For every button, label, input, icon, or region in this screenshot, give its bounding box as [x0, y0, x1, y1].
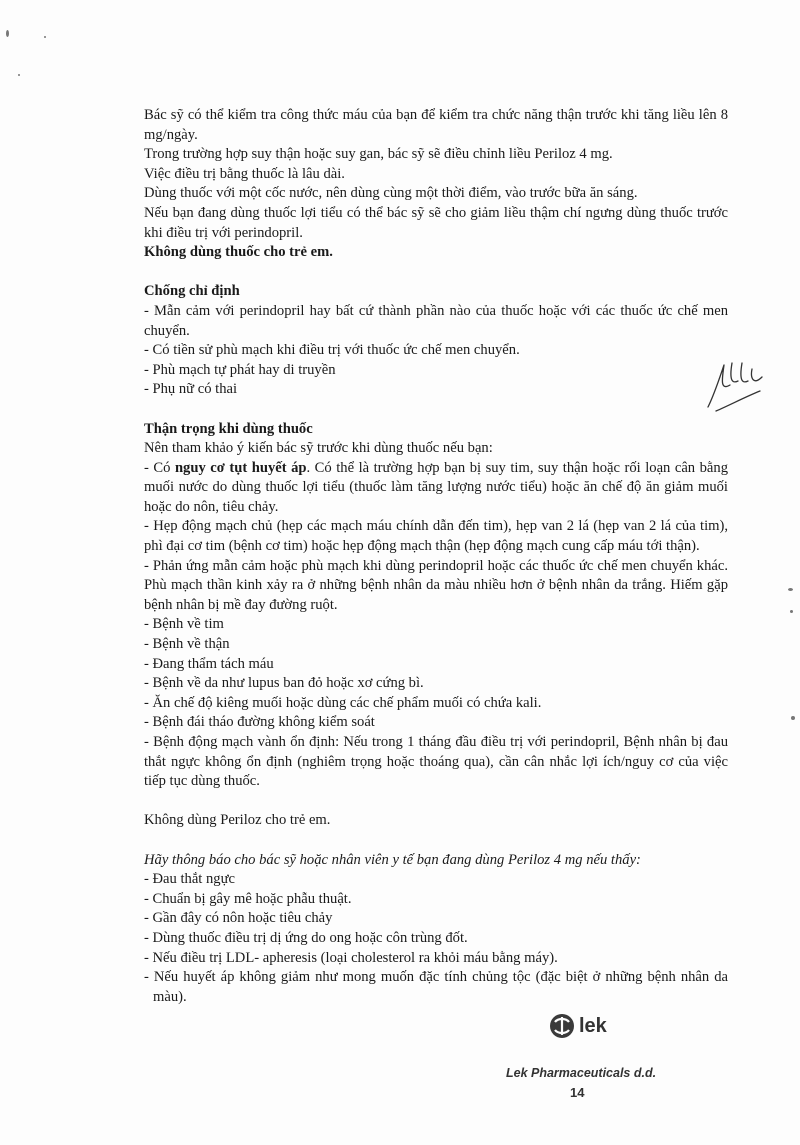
notify-item: - Gần đây có nôn hoặc tiêu chảy — [144, 910, 333, 927]
precautions-intro: Nên tham khảo ý kiến bác sỹ trước khi dùng thuốc nếu bạn: — [144, 440, 493, 457]
scan-speck — [791, 716, 795, 720]
precaution-item: - Phản ứng mẫn cảm hoặc phù mạch khi dùng perindopril hoặc các thuốc ức chế men chuyển khác. Phù mạch thần kinh xảy ra ở những bệnh nhân da màu nhiều hơn ở bệnh nhân da trắng. Hiếm gặp bệnh nhân bị mề đay đường ruột. — [144, 557, 728, 613]
contraindication-item: - Có tiền sử phù mạch khi điều trị với thuốc ức chế men chuyển. — [144, 342, 520, 359]
lek-emblem-icon — [548, 1012, 576, 1040]
notify-item: - Chuẩn bị gây mê hoặc phẫu thuật. — [144, 890, 352, 907]
precaution-item-hypotension — [144, 459, 728, 518]
precaution-item: - Bệnh về tim — [144, 616, 224, 633]
precaution-item: - Bệnh động mạch vành ổn định: Nếu trong 1 tháng đầu điều trị với perindopril, Bệnh nhân bị đau thắt ngực không ổn định (nghiêm trọng hoặc thoáng qua), cần cân nhắc lợi ích/nguy cơ của việc tiếp tục dùng thuốc. — [144, 734, 728, 790]
contraindication-item: - Phù mạch tự phát hay di truyền — [144, 361, 336, 378]
notify-item: - Dùng thuốc điều trị dị ứng do ong hoặc côn trùng đốt. — [144, 929, 468, 946]
precaution-item: - Ăn chế độ kiêng muối hoặc dùng các chế phẩm muối có chứa kali. — [144, 694, 542, 711]
paragraph-diuretic: Nếu bạn đang dùng thuốc lợi tiểu có thể bác sỹ sẽ cho giảm liều thậm chí ngưng dùng thuốc trước khi điều trị với perindopril. — [144, 204, 728, 241]
precaution-rest: . Có thể là trường hợp bạn bị suy tim, suy thận hoặc rối loạn cân bằng muối nước do dùng thuốc lợi tiểu (thuốc làm tăng lượng nước tiểu) hoặc ăn chế độ ăn giảm muối hoặc do nôn, tiêu chảy. — [144, 459, 728, 515]
scan-speck — [18, 74, 20, 76]
paragraph-how-to-take: Dùng thuốc với một cốc nước, nên dùng cùng một thời điểm, vào trước bữa ăn sáng. — [144, 185, 638, 202]
precaution-item: - Đang thẩm tách máu — [144, 655, 274, 672]
precaution-item: - Bệnh đái tháo đường không kiểm soát — [144, 714, 375, 731]
scan-speck — [6, 30, 9, 37]
scan-speck — [788, 588, 793, 591]
contraindication-item: - Mẫn cảm với perindopril hay bất cứ thành phần nào của thuốc hoặc với các thuốc ức chế men chuyển. — [144, 302, 728, 339]
lek-logo-text: lek — [579, 1014, 607, 1037]
notify-intro: Hãy thông báo cho bác sỹ hoặc nhân viên y tế bạn đang dùng Periloz 4 mg nếu thấy: — [144, 851, 641, 868]
contraindication-item: - Phụ nữ có thai — [144, 381, 238, 398]
signature-icon — [700, 355, 780, 415]
precaution-item: - Hẹp động mạch chủ (hẹp các mạch máu chính dẫn đến tim), hẹp van 2 lá (hẹp van 2 lá của tim), phì đại cơ tim (bệnh cơ tim) hoặc hẹp động mạch thận (hẹp động mạch cung cấp máu tới thận). — [144, 518, 728, 555]
precaution-prefix: - Có — [144, 459, 175, 476]
scan-speck — [790, 610, 793, 613]
no-children-warning: Không dùng thuốc cho trẻ em. — [144, 244, 333, 261]
hypotension-risk: nguy cơ tụt huyết áp — [174, 459, 307, 476]
notify-item: - Nếu điều trị LDL- apheresis (loại cholesterol ra khỏi máu bằng máy). — [144, 949, 558, 966]
paragraph-renal-check: Bác sỹ có thể kiểm tra công thức máu của bạn để kiểm tra chức năng thận trước khi tăng liều lên 8 mg/ngày. — [144, 107, 728, 143]
precaution-item: - Bệnh về da như lupus ban đỏ hoặc xơ cứng bì. — [144, 675, 424, 692]
lek-logo — [548, 1012, 607, 1040]
notify-item: - Nếu huyết áp không giảm như mong muốn đặc tính chủng tộc (đặc biệt ở những bệnh nhân da màu). — [144, 969, 728, 1005]
document-body — [144, 106, 728, 1007]
notify-item: - Đau thắt ngực — [144, 871, 235, 888]
paragraph-long-term: Việc điều trị bằng thuốc là lâu dài. — [144, 165, 345, 182]
contraindications-heading: Chống chỉ định — [144, 283, 240, 300]
no-children-periloz: Không dùng Periloz cho trẻ em. — [144, 812, 331, 829]
page-number: 14 — [570, 1085, 585, 1100]
scan-speck — [44, 36, 46, 38]
precautions-heading: Thận trọng khi dùng thuốc — [144, 420, 313, 437]
paragraph-dose-adjust: Trong trường hợp suy thận hoặc suy gan, bác sỹ sẽ điều chỉnh liều Periloz 4 mg. — [144, 146, 613, 163]
company-name: Lek Pharmaceuticals d.d. — [506, 1066, 657, 1080]
precaution-item: - Bệnh về thận — [144, 636, 230, 653]
